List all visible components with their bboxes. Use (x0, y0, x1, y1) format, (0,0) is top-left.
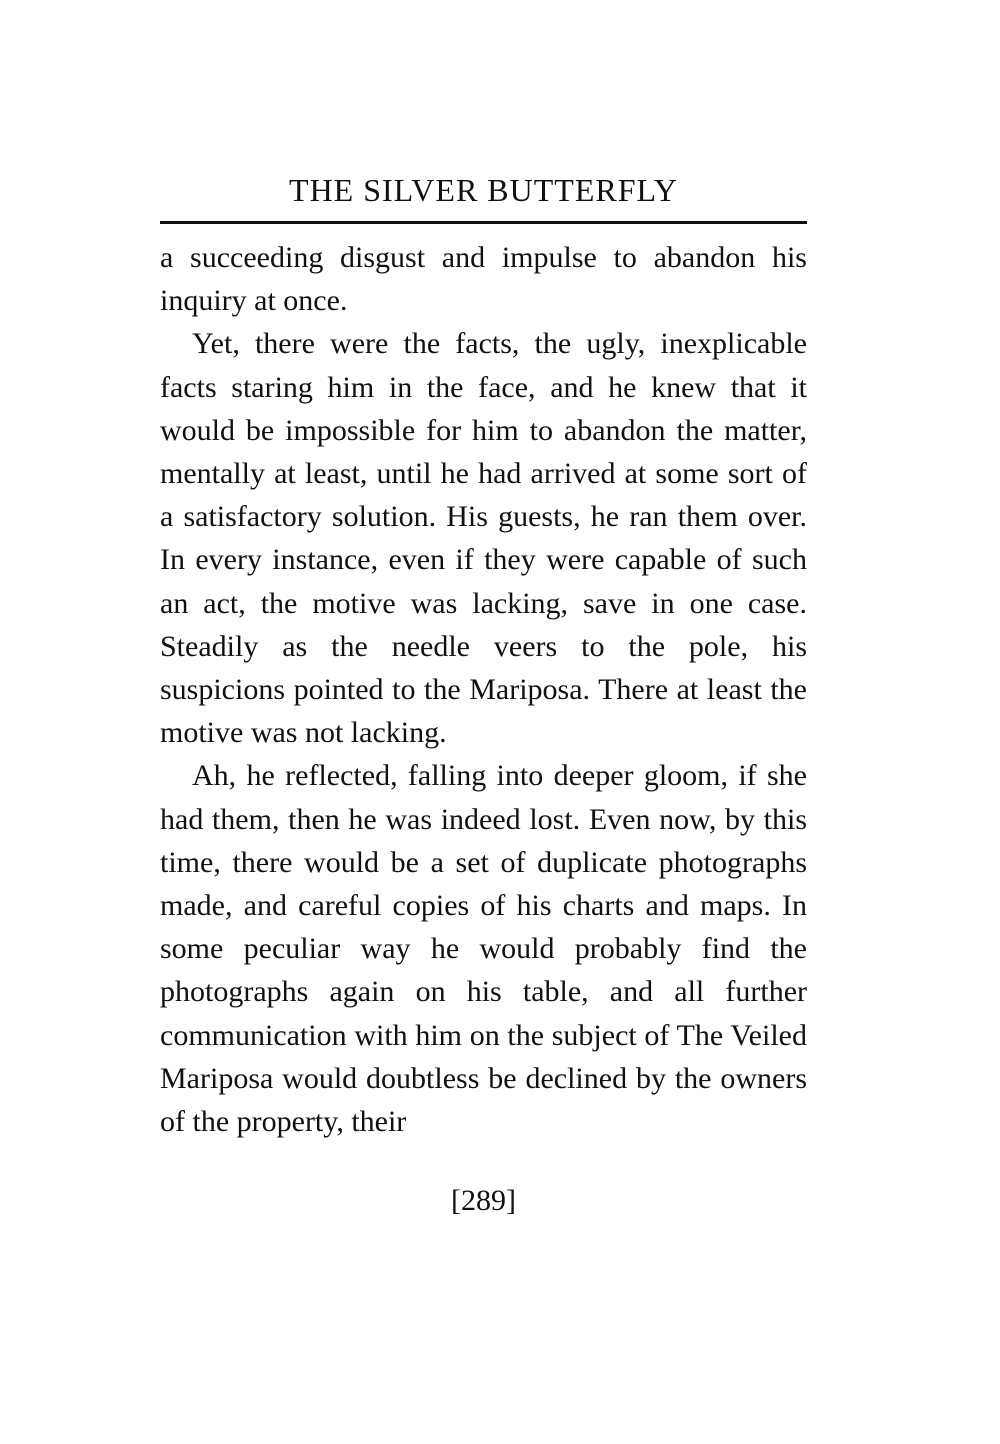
running-head: THE SILVER BUTTERFLY (289, 172, 678, 208)
paragraph: Yet, there were the facts, the ugly, inexplicable facts staring him in the face, and he knew that it would be impossible for him to abandon the matter, mentally at least, until he had arrived at some sort of a satisfactory solution. His guests, he ran them over. In every instance, even if they were capable of such an act, the motive was lacking, save in one case. Steadily as the needle veers to the pole, his suspicions pointed to the Mariposa. There at least the motive was not lacking. (160, 327, 807, 750)
page-number: [289] (451, 1184, 516, 1217)
header-rule (160, 221, 807, 224)
body-text (160, 236, 807, 1143)
paragraph-continuation: a succeeding disgust and impulse to abandon his inquiry at once. (160, 241, 807, 318)
paragraph: Ah, he reflected, falling into deeper gloom, if she had them, then he was indeed lost. Even now, by this time, there would be a set of duplicate photographs made, and careful copies of his charts and maps. In some peculiar way he would probably find the photographs again on his table, and all further communication with him on the subject of The Veiled Mariposa would doubtless be declined by the owners of the property, their (160, 759, 807, 1139)
